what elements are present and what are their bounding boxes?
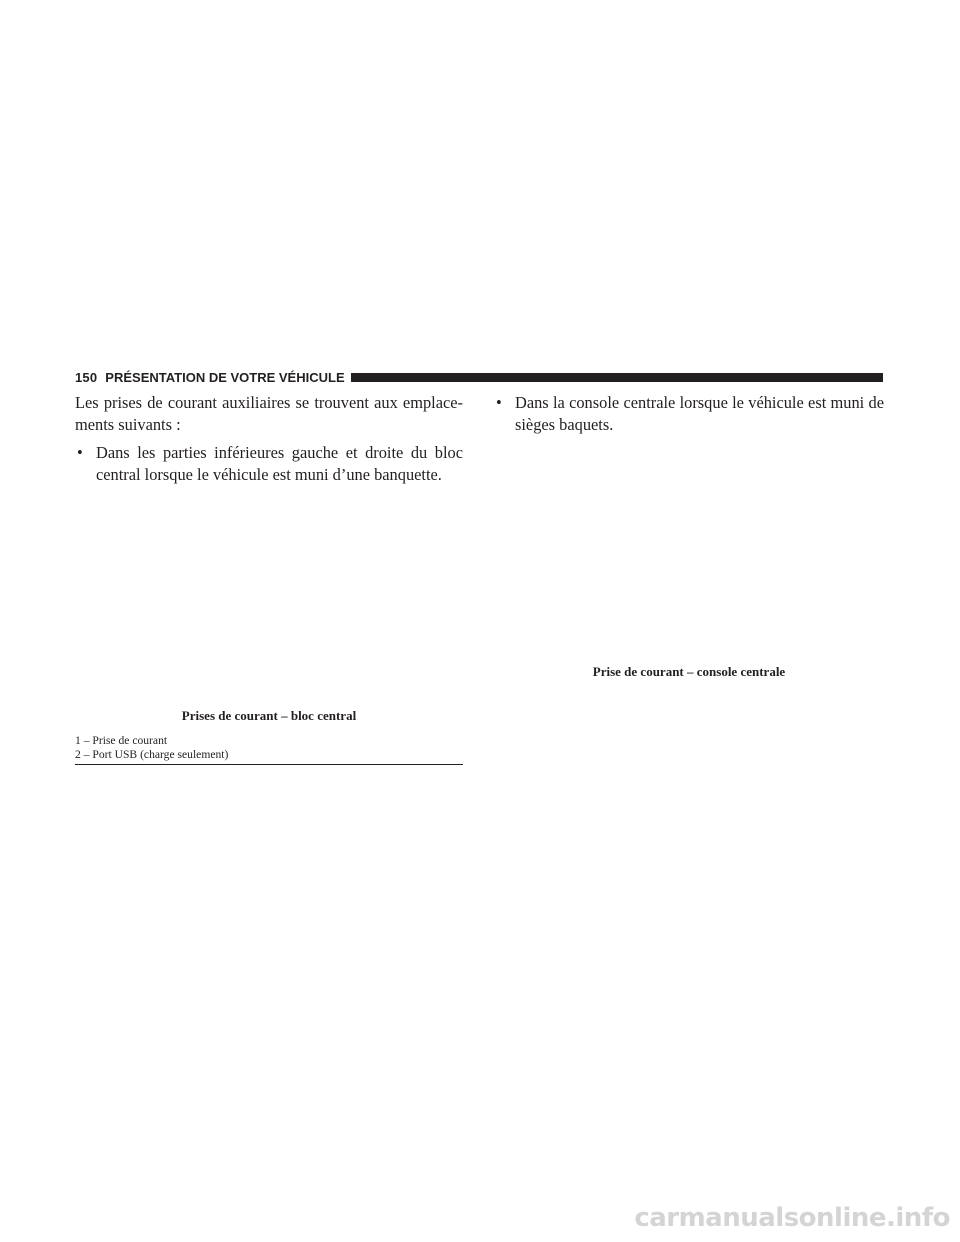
bullet-text: Dans la console centrale lorsque le véhicule est muni de sièges baquets. — [515, 393, 884, 434]
section-title: PRÉSENTATION DE VOTRE VÉHICULE — [105, 369, 345, 385]
bullet-icon: • — [77, 443, 83, 462]
bullet-item-bench-seat — [75, 442, 463, 486]
legend-item-usb-port: 2 – Port USB (charge seulement) — [75, 748, 229, 761]
legend-item-power-outlet: 1 – Prise de courant — [75, 734, 168, 747]
figure-legend — [75, 734, 463, 765]
bullet-text: Dans les parties inférieures gauche et droite du bloc central lorsque le véhicule est muni d’une banquette. — [96, 443, 463, 484]
right-column — [494, 392, 884, 436]
bullet-item-bucket-seats — [494, 392, 884, 436]
intro-paragraph: Les prises de courant auxiliaires se trouvent aux emplace- ments suivants : — [75, 393, 463, 434]
watermark: carmanualsonline.info — [634, 1203, 950, 1233]
bullet-icon: • — [496, 393, 502, 412]
left-column — [75, 392, 463, 486]
page-header — [75, 369, 883, 385]
page-number: 150 — [75, 369, 98, 385]
header-rule — [351, 373, 883, 382]
figure-caption-center-stack: Prises de courant – bloc central — [181, 708, 357, 723]
figure-caption-console: Prise de courant – console centrale — [592, 664, 786, 679]
